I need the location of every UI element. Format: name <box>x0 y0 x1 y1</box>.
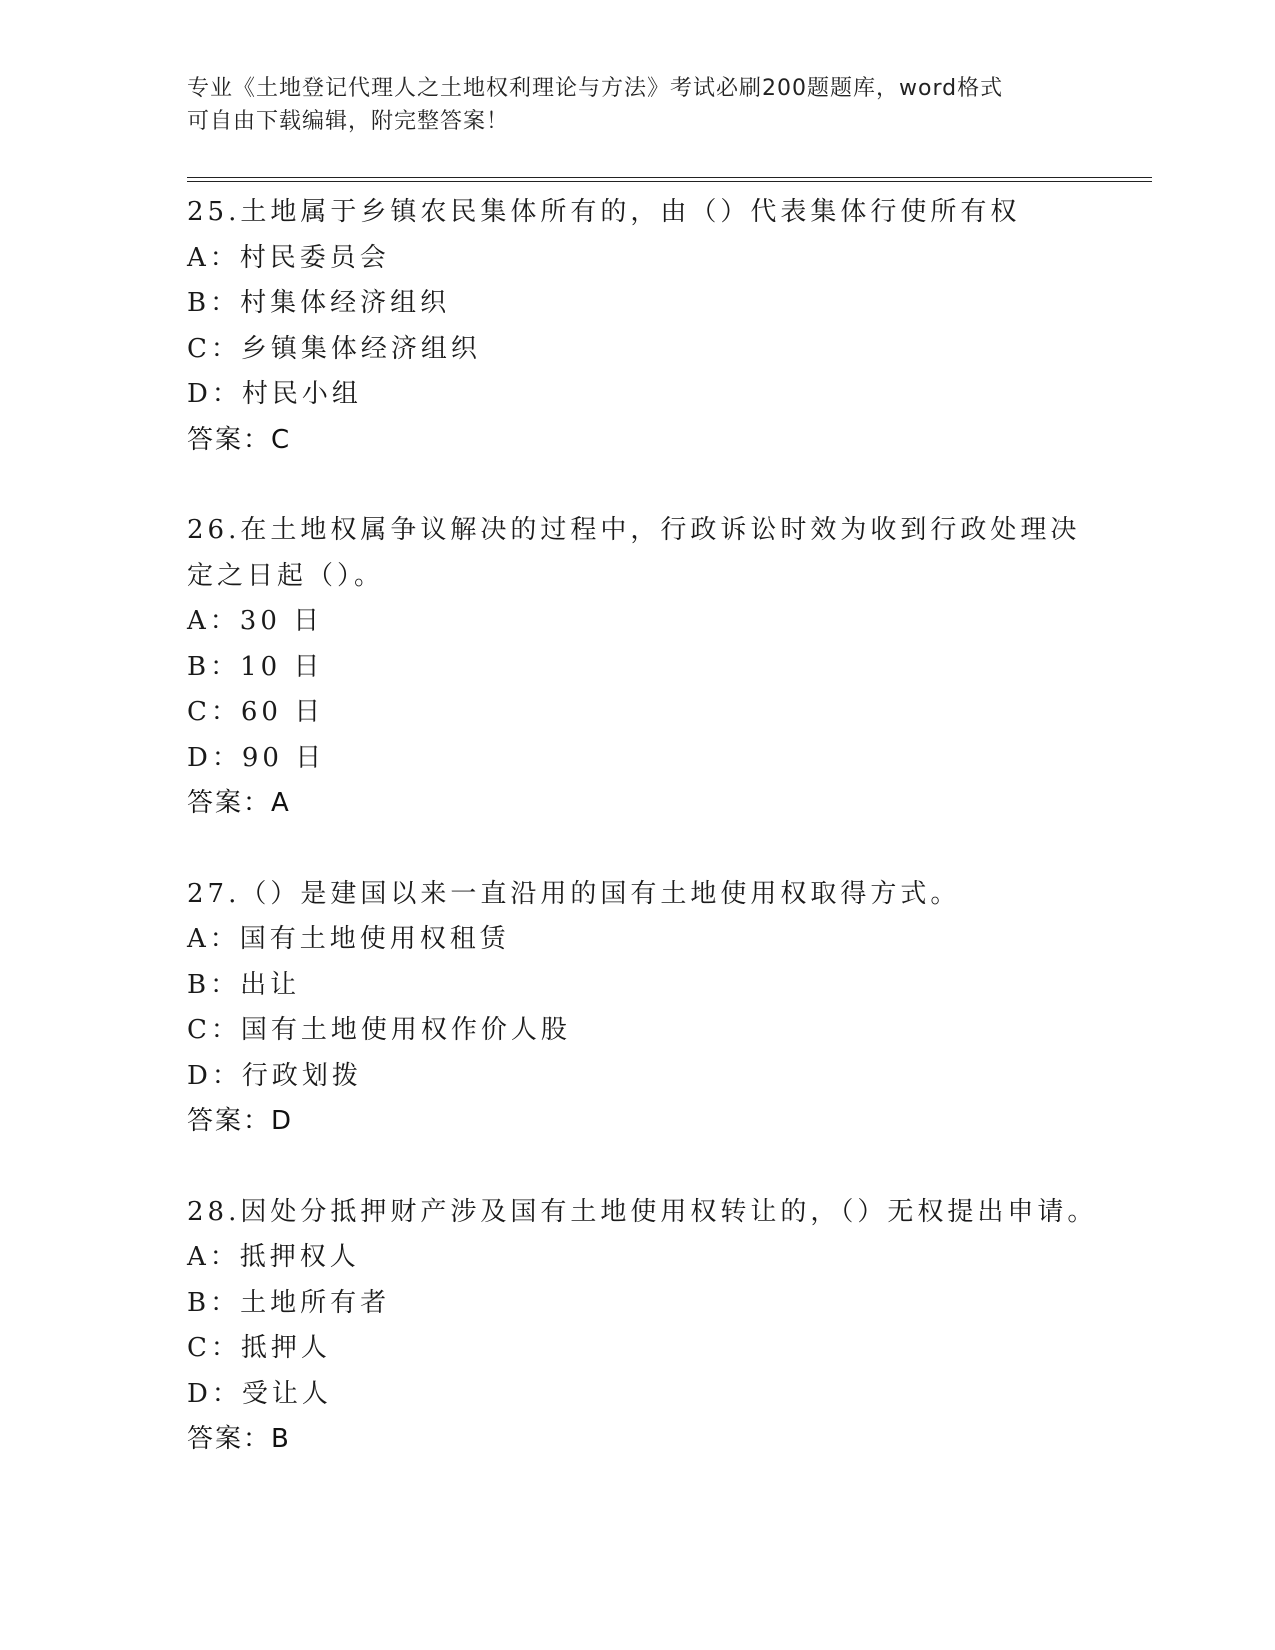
option-d: D：90 日 <box>187 742 326 773</box>
header-line-2: 可自由下载编辑，附完整答案！ <box>187 109 510 134</box>
option-d: D：村民小组 <box>187 379 362 409</box>
question-27 <box>187 872 1107 1145</box>
question-25 <box>187 190 1107 463</box>
option-b: B：村集体经济组织 <box>187 288 451 318</box>
option-b: B：10 日 <box>187 651 324 682</box>
option-b: B：土地所有者 <box>187 1287 391 1318</box>
question-28 <box>187 1190 1107 1463</box>
answer: 答案：C <box>187 424 292 455</box>
header-line-1: 专业《土地登记代理人之土地权利理论与方法》考试必刷200题题库，word格式 <box>187 76 1004 101</box>
option-d: D：行政划拨 <box>187 1060 362 1091</box>
option-c: C：抵押人 <box>187 1333 331 1363</box>
answer: 答案：A <box>187 788 291 818</box>
option-a: A：村民委员会 <box>187 242 390 273</box>
option-d: D：受让人 <box>187 1378 332 1409</box>
question-26 <box>187 508 1107 827</box>
option-a: A：30 日 <box>187 606 324 636</box>
option-a: A：国有土地使用权租赁 <box>187 924 510 954</box>
document-header <box>187 72 1087 138</box>
option-a: A：抵押权人 <box>187 1242 360 1272</box>
question-stem: 28.因处分抵押财产涉及国有土地使用权转让的，（）无权提出申请。 <box>187 1196 1098 1227</box>
question-stem: 27.（）是建国以来一直沿用的国有土地使用权取得方式。 <box>187 878 961 909</box>
answer: 答案：D <box>187 1106 294 1136</box>
option-c: C：乡镇集体经济组织 <box>187 333 481 364</box>
header-divider <box>187 177 1152 182</box>
option-c: C：国有土地使用权作价人股 <box>187 1015 571 1045</box>
question-list <box>187 190 1107 1508</box>
question-stem: 26.在土地权属争议解决的过程中，行政诉讼时效为收到行政处理决定之日起（）。 <box>187 515 1081 591</box>
answer: 答案：B <box>187 1424 291 1454</box>
option-b: B：出让 <box>187 969 301 1000</box>
option-c: C：60 日 <box>187 697 325 727</box>
question-stem: 25.土地属于乡镇农民集体所有的，由（）代表集体行使所有权 <box>187 197 1021 227</box>
